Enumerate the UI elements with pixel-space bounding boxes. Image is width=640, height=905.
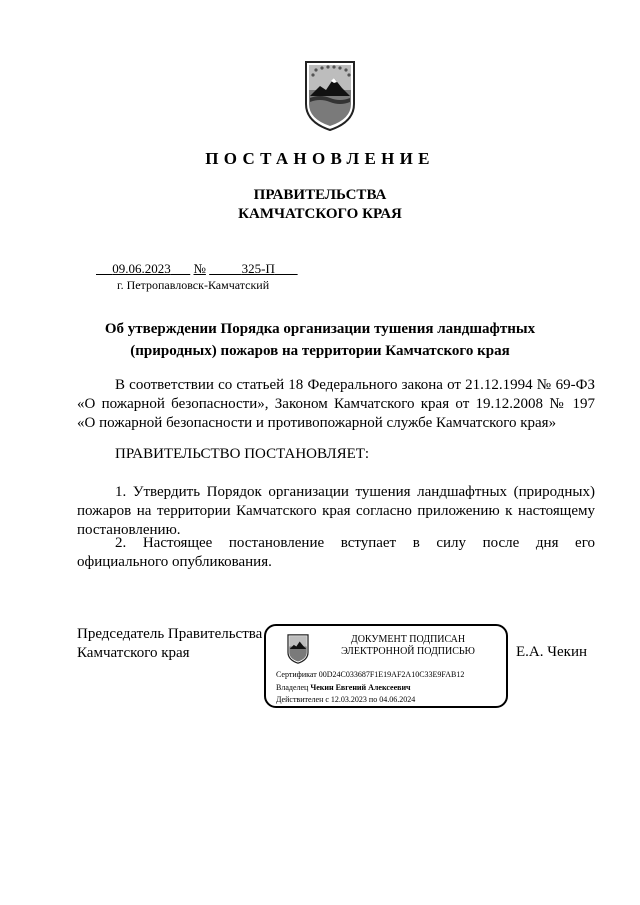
validity-label: Действителен с [276,695,329,704]
certificate-value: 00D24C033687F1E19AF2A10C33E9FAB12 [318,670,465,679]
subject-line: (природных) пожаров на территории Камчатского края [130,343,510,359]
registration-line [96,261,298,277]
subject-line: Об утверждении Порядка организации тушения ландшафтных [104,321,536,337]
decree-heading: ПРАВИТЕЛЬСТВО ПОСТАНОВЛЯЕТ: [115,446,370,462]
signer-position [77,625,262,663]
preamble-paragraph [77,376,595,433]
item-line: официального опубликования. [77,554,272,570]
preamble-line: В соответствии со статьей 18 Федерального закона от 21.12.1994 № 69-ФЗ [115,377,595,393]
document-number: 325-П [241,261,275,276]
signer-position-line: Камчатского края [77,645,190,661]
validity-to-label: по [368,695,378,704]
document-subject [60,318,580,362]
owner-label: Владелец [276,683,309,692]
electronic-signature-stamp [264,624,508,708]
stamp-certificate [276,670,464,679]
stamp-heading [318,634,498,658]
kamchatka-coat-of-arms-icon [302,60,358,132]
document-type-title: ПОСТАНОВЛЕНИЕ [205,149,435,168]
issuing-authority [0,186,640,224]
authority-line: КАМЧАТСКОГО КРАЯ [238,206,402,222]
authority-line: ПРАВИТЕЛЬСТВА [253,187,387,203]
signer-position-line: Председатель Правительства [77,626,263,642]
preamble-line: «О пожарной безопасности», Законом Камчатского края от 19.12.2008 № 197 [77,396,595,412]
item-line: постановлению. [77,522,181,538]
owner-value: Чекин Евгений Алексеевич [310,683,411,692]
item-line: 2. Настоящее постановление вступает в силу после дня его [115,535,595,551]
stamp-owner [276,683,411,692]
stamp-heading-line: ДОКУМЕНТ ПОДПИСАН [350,634,466,645]
item-1-paragraph [77,483,595,540]
signer-name: Е.А. Чекин [516,644,587,660]
kamchatka-coat-of-arms-small-icon [286,634,310,664]
item-line: 1. Утвердить Порядок организации тушения ландшафтных (природных) [115,484,595,500]
stamp-validity [276,695,415,704]
number-label: № [193,261,206,276]
preamble-line: «О пожарной безопасности и противопожарной службе Камчатского края» [77,415,557,431]
validity-to: 04.06.2024 [379,695,416,704]
document-city: г. Петропавловск-Камчатский [117,278,270,292]
document-date: 09.06.2023 [112,261,171,276]
validity-from: 12.03.2023 [330,695,367,704]
item-line: пожаров на территории Камчатского края согласно приложению к настоящему [77,503,595,519]
certificate-label: Сертификат [276,670,317,679]
stamp-heading-line: ЭЛЕКТРОННОЙ ПОДПИСЬЮ [341,646,475,657]
item-2-paragraph [77,534,595,572]
